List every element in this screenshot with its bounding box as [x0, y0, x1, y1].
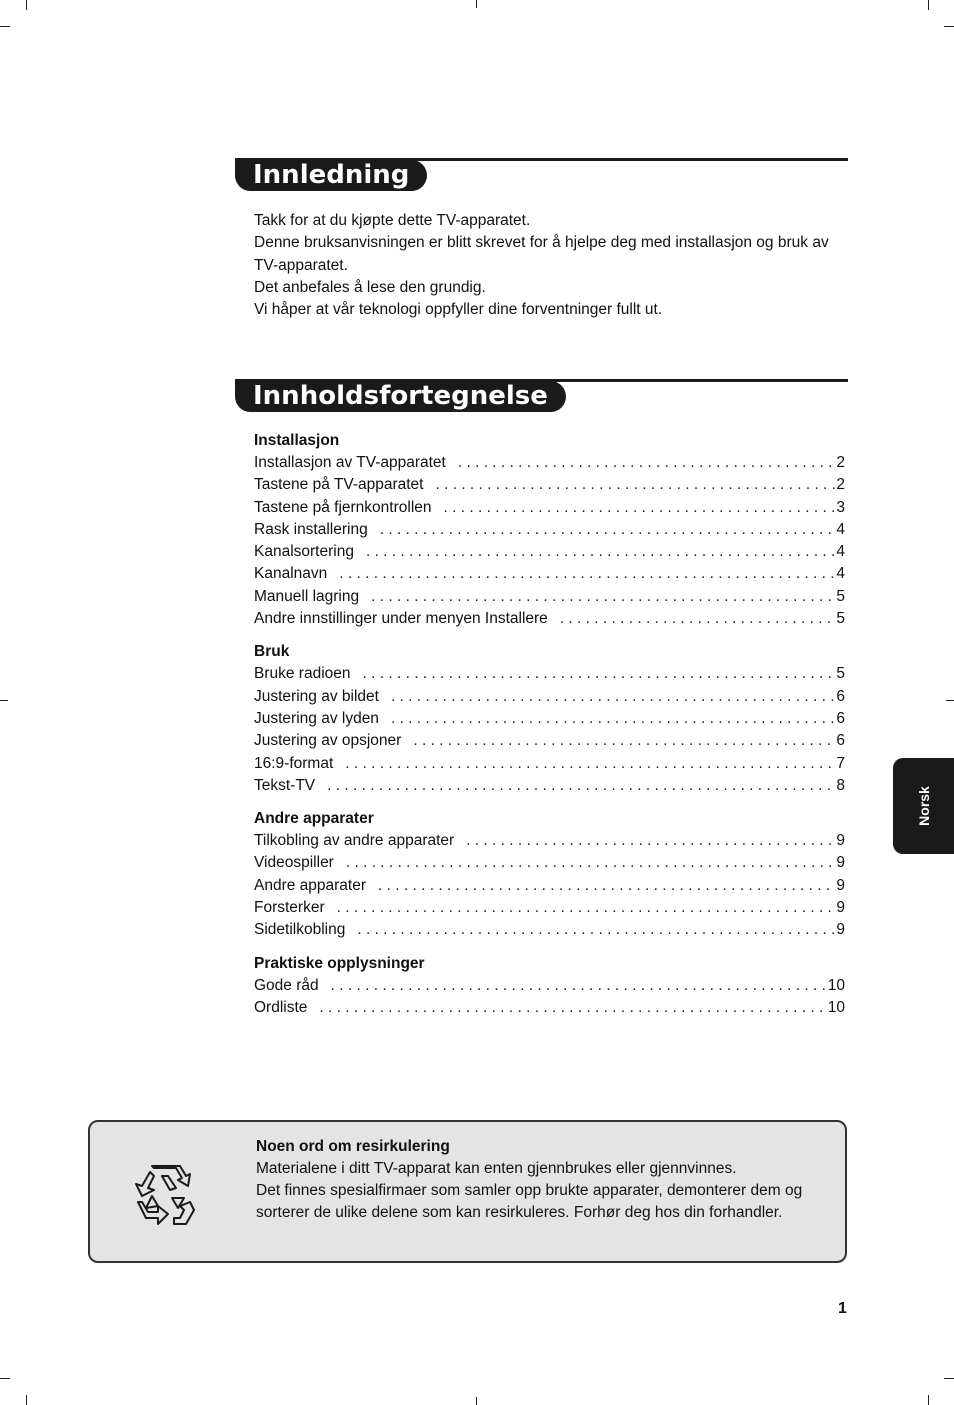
toc-entry-label: Videospiller [254, 854, 334, 872]
toc-group [254, 808, 845, 941]
toc-entry-label: Tekst-TV [254, 776, 316, 794]
toc-entry-label: Justering av opsjoner [254, 732, 402, 750]
toc-entry [254, 708, 845, 730]
toc-entry-label: Tilkobling av andre apparater [254, 832, 455, 850]
toc-entry-page: 5 [836, 665, 845, 683]
toc-entry-label: Justering av lyden [254, 709, 379, 727]
toc-group-title: Bruk [254, 643, 290, 661]
toc-entry-page: 9 [836, 854, 845, 872]
toc-entry [254, 975, 845, 997]
toc-dot-leader [413, 730, 836, 752]
toc-entry-label: Tastene på fjernkontrollen [254, 498, 432, 516]
page-number: 1 [838, 1300, 847, 1317]
toc-dot-leader [435, 474, 836, 496]
toc-entry [254, 730, 845, 752]
toc-entry [254, 686, 845, 708]
toc-entry-page: 2 [836, 476, 845, 494]
toc-dot-leader [319, 997, 827, 1019]
toc-entry-page: 6 [836, 687, 845, 705]
recycling-title: Noen ord om resirkulering [256, 1138, 450, 1155]
toc-entry-label: 16:9-format [254, 754, 334, 772]
toc-entry [254, 563, 845, 585]
crop-mark [0, 1378, 10, 1379]
toc-entry [254, 753, 845, 775]
toc-entry [254, 586, 845, 608]
toc-dot-leader [363, 663, 837, 685]
toc-entry [254, 919, 845, 941]
intro-paragraph: Takk for at du kjøpte dette TV-apparatet. [254, 212, 531, 229]
toc-entry-page: 4 [836, 520, 845, 538]
toc-entry [254, 519, 845, 541]
language-tab [893, 758, 954, 854]
intro-text [254, 210, 854, 321]
intro-section-header [235, 158, 848, 192]
toc-dot-leader [391, 686, 836, 708]
toc-entry [254, 497, 845, 519]
toc-group-title: Installasjon [254, 432, 340, 449]
toc-entry [254, 452, 845, 474]
toc-entry-label: Tastene på TV-apparatet [254, 476, 424, 494]
toc-dot-leader [337, 897, 837, 919]
toc-dot-leader [327, 775, 836, 797]
crop-mark [476, 1397, 477, 1405]
recycle-icon [132, 1162, 198, 1228]
toc-dot-leader [391, 708, 836, 730]
toc-dot-leader [339, 563, 836, 585]
toc-dot-leader [331, 975, 828, 997]
toc-entry-page: 9 [836, 832, 845, 850]
toc-entry [254, 541, 845, 563]
toc-dot-leader [378, 875, 836, 897]
toc-entry [254, 830, 845, 852]
toc-entry-page: 10 [827, 998, 845, 1016]
toc-group [254, 953, 845, 1020]
toc-entry [254, 663, 845, 685]
toc-entry [254, 997, 845, 1019]
toc-entry-label: Kanalsortering [254, 543, 354, 561]
toc-entry [254, 897, 845, 919]
toc-dot-leader [560, 608, 837, 630]
toc-entry-label: Kanalnavn [254, 565, 328, 583]
toc-group [254, 641, 845, 797]
toc-entry-page: 3 [836, 498, 845, 516]
toc-entry-label: Andre innstillinger under menyen Installere [254, 610, 548, 628]
intro-paragraph: Vi håper at vår teknologi oppfyller dine forventninger fullt ut. [254, 301, 663, 319]
toc-dot-leader [346, 852, 837, 874]
toc-entry [254, 608, 845, 630]
toc-entry [254, 875, 845, 897]
toc-entry-page: 2 [836, 454, 845, 471]
crop-mark [0, 700, 8, 701]
crop-mark [946, 700, 954, 701]
toc-entry-page: 4 [836, 543, 845, 561]
intro-heading: Innledning [235, 160, 427, 191]
crop-mark [476, 0, 477, 8]
toc-dot-leader [466, 830, 836, 852]
crop-mark [944, 26, 954, 27]
toc-entry-page: 5 [836, 587, 845, 605]
toc-entry-page: 8 [836, 776, 845, 794]
toc-entry-page: 7 [836, 754, 845, 772]
recycling-text [256, 1136, 826, 1224]
toc-dot-leader [380, 519, 837, 541]
toc-entry-label: Installasjon av TV-apparatet [254, 454, 446, 471]
intro-paragraph: Det anbefales å lese den grundig. [254, 278, 486, 296]
toc-dot-leader [444, 497, 837, 519]
toc-entry-label: Andre apparater [254, 876, 367, 894]
toc-dot-leader [345, 753, 836, 775]
table-of-contents [254, 430, 845, 1030]
toc-entry-page: 6 [836, 732, 845, 750]
toc-entry-label: Manuell lagring [254, 587, 360, 605]
toc-section-header [235, 379, 848, 413]
toc-group-title: Andre apparater [254, 810, 374, 828]
toc-dot-leader [458, 452, 837, 474]
toc-entry-page: 9 [836, 921, 845, 939]
toc-entry [254, 474, 845, 496]
toc-entry [254, 852, 845, 874]
crop-mark [26, 1395, 27, 1405]
toc-dot-leader [371, 586, 836, 608]
toc-entry-label: Forsterker [254, 899, 325, 917]
intro-paragraph: Denne bruksanvisningen er blitt skrevet for å hjelpe deg med installasjon og bruk av TV-apparatet. [254, 234, 829, 274]
toc-dot-leader [366, 541, 836, 563]
crop-mark [0, 26, 10, 27]
toc-entry-label: Ordliste [254, 998, 308, 1016]
toc-entry-page: 4 [836, 565, 845, 583]
recycling-notice [88, 1120, 847, 1263]
toc-entry-label: Rask installering [254, 520, 368, 538]
recycling-paragraph: Det finnes spesialfirmaer som samler opp brukte apparater, demonterer dem og sorterer de ulike delene som kan resirkuleres. Forhør deg hos din forhandler. [256, 1182, 803, 1221]
toc-group [254, 430, 845, 630]
recycling-paragraph: Materialene i ditt TV-apparat kan enten gjennbrukes eller gjennvinnes. [256, 1160, 737, 1177]
toc-group-title: Praktiske opplysninger [254, 954, 425, 972]
language-tab-label: Norsk [915, 786, 932, 826]
crop-mark [928, 0, 929, 10]
toc-entry [254, 775, 845, 797]
toc-entry-page: 9 [836, 899, 845, 917]
toc-entry-page: 6 [836, 709, 845, 727]
toc-entry-label: Sidetilkobling [254, 921, 346, 939]
toc-entry-page: 5 [836, 610, 845, 628]
toc-entry-page: 10 [827, 976, 845, 994]
toc-entry-label: Justering av bildet [254, 687, 379, 705]
toc-entry-page: 9 [836, 876, 845, 894]
toc-dot-leader [357, 919, 836, 941]
toc-entry-label: Bruke radioen [254, 665, 351, 683]
toc-entry-label: Gode råd [254, 976, 319, 994]
crop-mark [26, 0, 27, 10]
crop-mark [944, 1378, 954, 1379]
crop-mark [928, 1395, 929, 1405]
toc-heading: Innholdsfortegnelse [235, 381, 566, 412]
